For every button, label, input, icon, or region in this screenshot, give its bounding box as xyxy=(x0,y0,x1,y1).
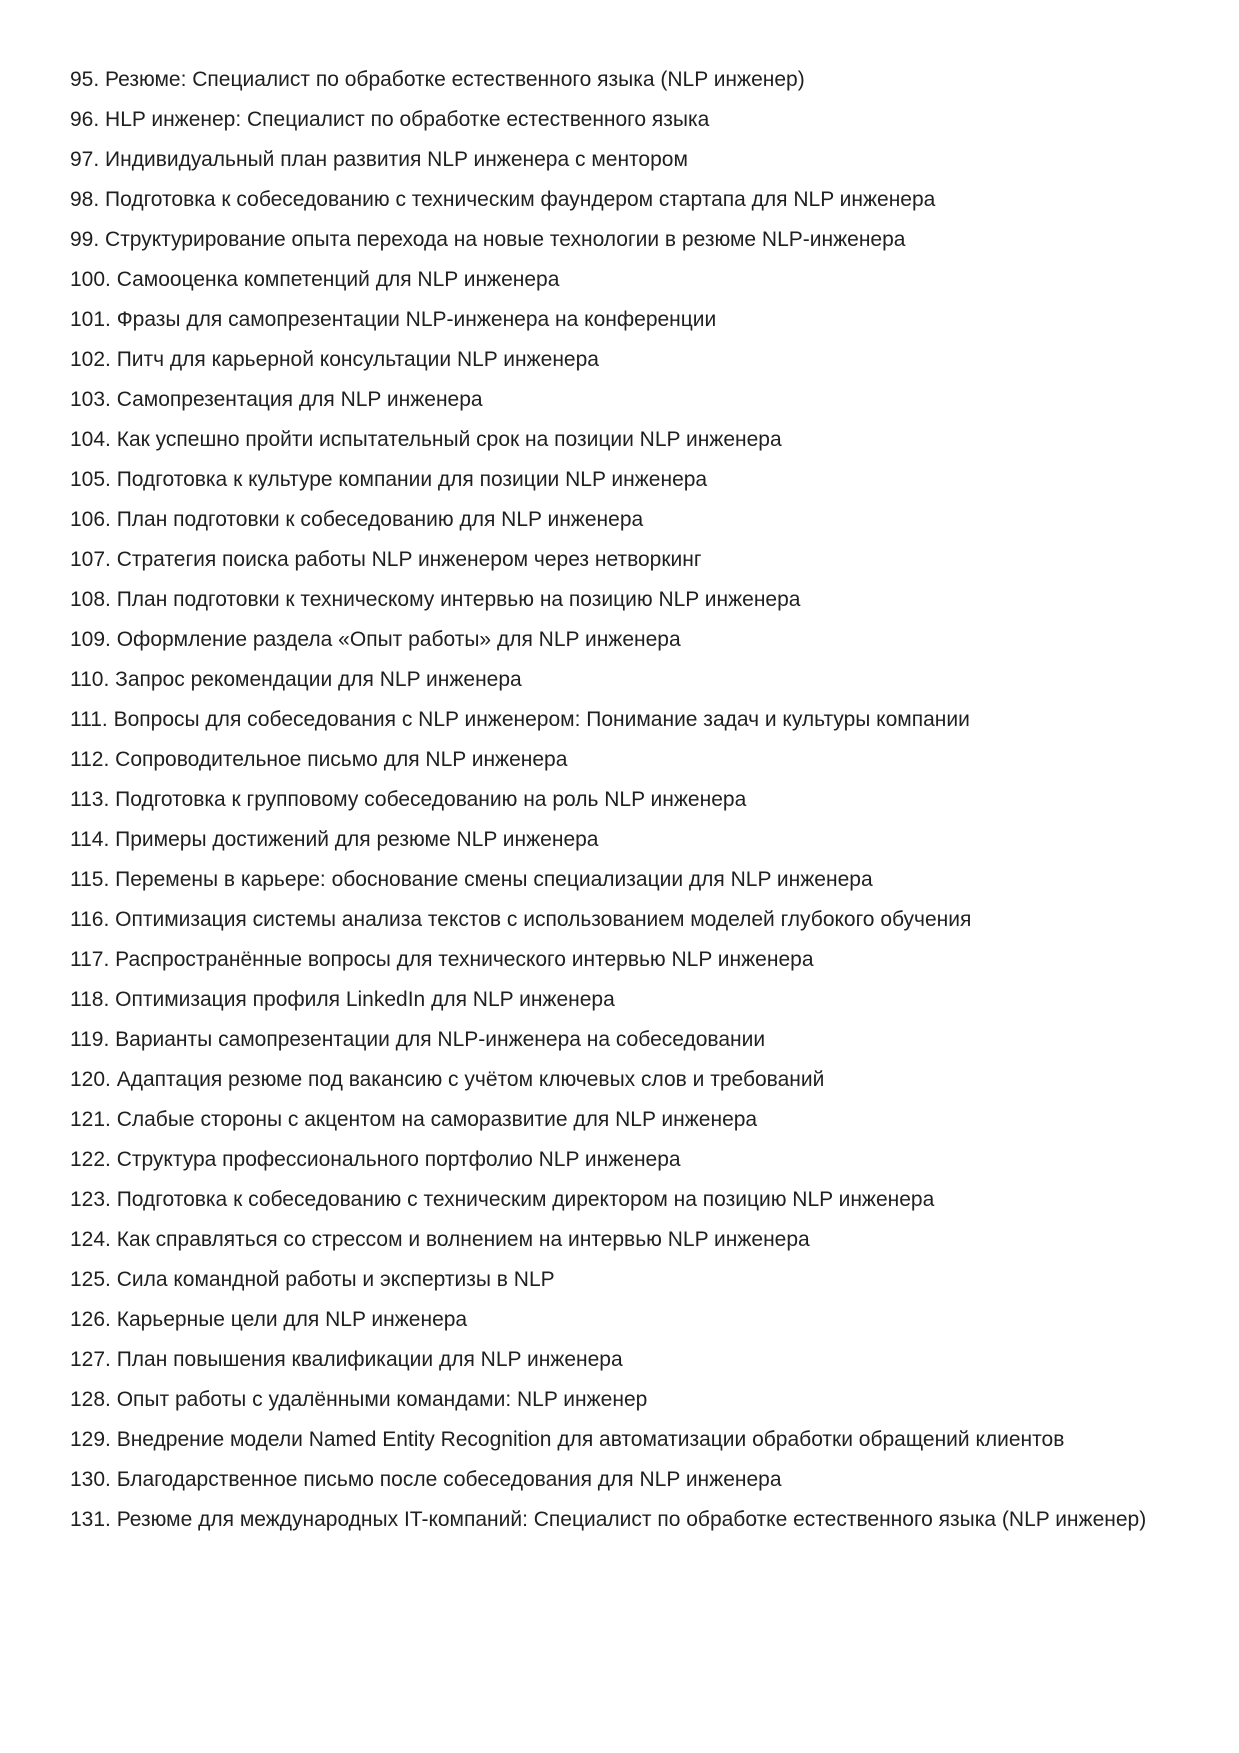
list-item: 112. Сопроводительное письмо для NLP инженера xyxy=(70,748,568,771)
list-item: 96. HLP инженер: Специалист по обработке естественного языка xyxy=(70,108,710,131)
list-item: 131. Резюме для международных IT-компаний: Специалист по обработке естественного языка (NLP инженер) xyxy=(70,1508,1147,1531)
list-item: 128. Опыт работы с удалёнными командами: NLP инженер xyxy=(70,1388,648,1411)
list-item: 97. Индивидуальный план развития NLP инженера с ментором xyxy=(70,148,688,171)
document-page xyxy=(70,60,1155,1540)
list-item: 126. Карьерные цели для NLP инженера xyxy=(70,1308,468,1331)
list-item: 102. Питч для карьерной консультации NLP инженера xyxy=(70,348,599,371)
list-item: 130. Благодарственное письмо после собеседования для NLP инженера xyxy=(70,1468,782,1491)
list-item: 118. Оптимизация профиля LinkedIn для NLP инженера xyxy=(70,988,615,1011)
list-item: 119. Варианты самопрезентации для NLP-инженера на собеседовании xyxy=(70,1028,766,1051)
list-item: 110. Запрос рекомендации для NLP инженера xyxy=(70,668,522,691)
list-item: 129. Внедрение модели Named Entity Recognition для автоматизации обработки обращений клиентов xyxy=(70,1428,1065,1451)
list-item: 108. План подготовки к техническому интервью на позицию NLP инженера xyxy=(70,588,801,611)
list-item: 109. Оформление раздела «Опыт работы» для NLP инженера xyxy=(70,628,681,651)
list-item: 122. Структура профессионального портфолио NLP инженера xyxy=(70,1148,681,1171)
list-item: 100. Самооценка компетенций для NLP инженера xyxy=(70,268,560,291)
list-item: 104. Как успешно пройти испытательный срок на позиции NLP инженера xyxy=(70,428,782,451)
list-item: 124. Как справляться со стрессом и волнением на интервью NLP инженера xyxy=(70,1228,810,1251)
list-item: 113. Подготовка к групповому собеседованию на роль NLP инженера xyxy=(70,788,747,811)
list-item: 99. Структурирование опыта перехода на новые технологии в резюме NLP-инженера xyxy=(70,228,906,251)
list-item: 114. Примеры достижений для резюме NLP инженера xyxy=(70,828,599,851)
list-item: 98. Подготовка к собеседованию с техническим фаундером стартапа для NLP инженера xyxy=(70,188,936,211)
list-item: 115. Перемены в карьере: обоснование смены специализации для NLP инженера xyxy=(70,868,873,891)
list-item: 121. Слабые стороны с акцентом на саморазвитие для NLP инженера xyxy=(70,1108,758,1131)
list-item: 107. Стратегия поиска работы NLP инженером через нетворкинг xyxy=(70,548,702,571)
list-item: 111. Вопросы для собеседования с NLP инженером: Понимание задач и культуры компании xyxy=(70,708,970,731)
list-item: 103. Самопрезентация для NLP инженера xyxy=(70,388,483,411)
list-item: 127. План повышения квалификации для NLP инженера xyxy=(70,1348,623,1371)
list-item: 117. Распространённые вопросы для технического интервью NLP инженера xyxy=(70,948,814,971)
list-item: 105. Подготовка к культуре компании для позиции NLP инженера xyxy=(70,468,708,491)
list-item: 116. Оптимизация системы анализа текстов с использованием моделей глубокого обучения xyxy=(70,908,972,931)
list-item: 95. Резюме: Специалист по обработке естественного языка (NLP инженер) xyxy=(70,68,805,91)
list-item: 106. План подготовки к собеседованию для NLP инженера xyxy=(70,508,644,531)
list-item: 101. Фразы для самопрезентации NLP-инженера на конференции xyxy=(70,308,717,331)
list-item: 125. Сила командной работы и экспертизы в NLP xyxy=(70,1268,555,1291)
list-item: 123. Подготовка к собеседованию с техническим директором на позицию NLP инженера xyxy=(70,1188,935,1211)
list-item: 120. Адаптация резюме под вакансию с учётом ключевых слов и требований xyxy=(70,1068,825,1091)
